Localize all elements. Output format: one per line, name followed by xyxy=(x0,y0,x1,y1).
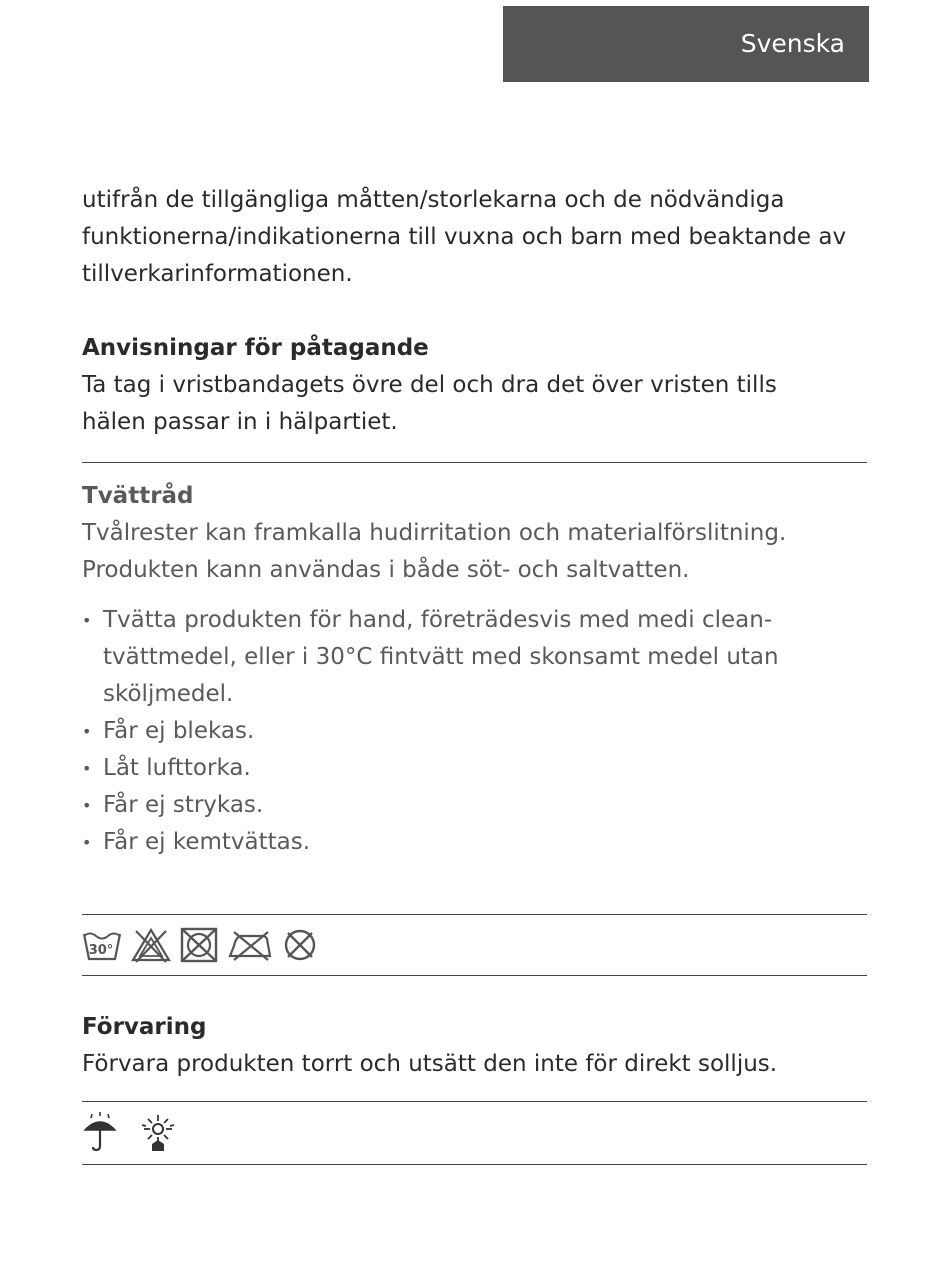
storage-text: Förvara produkten torrt och utsätt den inte för direkt solljus. xyxy=(82,1051,778,1077)
no-dry-clean-icon xyxy=(282,927,318,963)
list-item: • Låt lufttorka. xyxy=(82,750,867,787)
page-content xyxy=(82,182,867,1165)
no-bleach-icon xyxy=(130,927,172,963)
list-item: • Får ej kemtvättas. xyxy=(82,824,867,861)
donning-text: Ta tag i vristbandagets övre del och dra det över vristen tills hälen passar in i hälpartiet. xyxy=(82,372,777,435)
storage-symbols-row xyxy=(82,1102,867,1164)
washing-text: Tvålrester kan framkalla hudirritation och materialförslitning. Produkten kann användas i både söt- och saltvatten. xyxy=(82,520,787,583)
list-item: • Får ej strykas. xyxy=(82,787,867,824)
keep-away-from-sunlight-icon xyxy=(138,1113,178,1153)
storage-heading: Förvaring xyxy=(82,1014,207,1040)
care-symbols-row xyxy=(82,915,867,975)
washing-instructions-list xyxy=(82,602,867,861)
wash-temp-label: 30° xyxy=(88,943,114,958)
language-tab: Svenska xyxy=(503,6,869,82)
intro-paragraph: utifrån de tillgängliga måtten/storlekarna och de nödvändiga funktionerna/indikationerna till vuxna och barn med beaktande av tillverkarinformationen. xyxy=(82,187,847,287)
wash-30-icon xyxy=(82,928,122,962)
list-item: • Tvätta produkten för hand, företrädesvis med medi clean-tvättmedel, eller i 30°C fintvätt med skonsamt medel utan sköljmedel. xyxy=(82,602,867,713)
list-item: • Får ej blekas. xyxy=(82,713,867,750)
keep-dry-icon xyxy=(82,1112,118,1154)
no-tumble-dry-icon xyxy=(180,927,218,963)
divider xyxy=(82,1164,867,1165)
no-iron-icon xyxy=(226,928,274,962)
donning-heading: Anvisningar för påtagande xyxy=(82,335,429,361)
washing-heading: Tvättråd xyxy=(82,483,194,509)
